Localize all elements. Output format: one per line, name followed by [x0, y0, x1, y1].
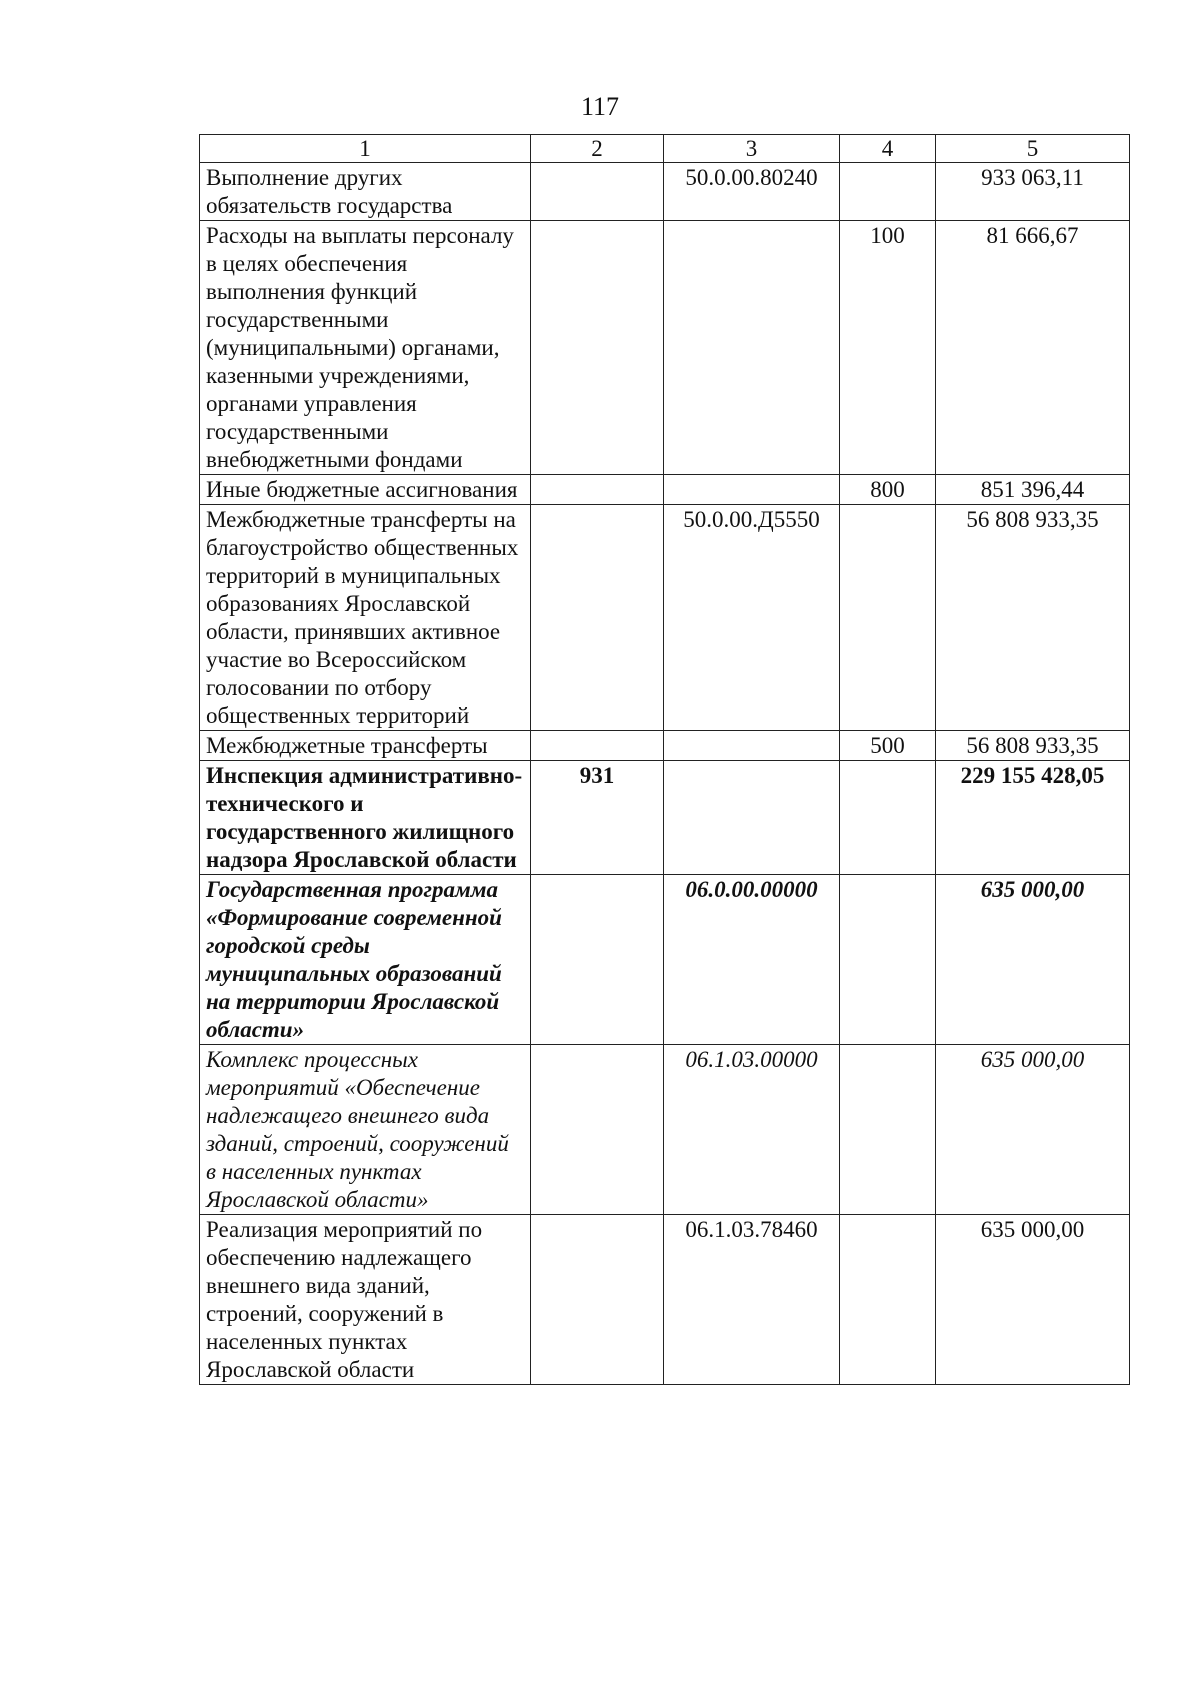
- expense-type-cell: [840, 163, 936, 221]
- column-header-4: 4: [840, 135, 936, 163]
- column-header-2: 2: [531, 135, 664, 163]
- table-row: [200, 505, 1130, 731]
- table-row: [200, 475, 1130, 505]
- ministry-code-cell: [531, 475, 664, 505]
- item-name-cell: Расходы на выплаты персоналу в целях обеспечения выполнения функций государственными (муниципальными) органами, казенными учреждениями, органами управления государственными внебюджетными фондами: [200, 221, 531, 475]
- amount-cell: 229 155 428,05: [936, 761, 1130, 875]
- amount-cell: 81 666,67: [936, 221, 1130, 475]
- target-article-cell: [664, 731, 840, 761]
- ministry-code-cell: [531, 221, 664, 475]
- amount-cell: 56 808 933,35: [936, 505, 1130, 731]
- expense-type-cell: 100: [840, 221, 936, 475]
- table-row: [200, 221, 1130, 475]
- item-name-cell: Реализация мероприятий по обеспечению надлежащего внешнего вида зданий, строений, сооружений в населенных пунктах Ярославской области: [200, 1215, 531, 1385]
- target-article-cell: 50.0.00.80240: [664, 163, 840, 221]
- column-header-1: 1: [200, 135, 531, 163]
- item-name-cell: Межбюджетные трансферты на благоустройство общественных территорий в муниципальных образованиях Ярославской области, принявших активное участие во Всероссийском голосовании по отбору общественных территорий: [200, 505, 531, 731]
- target-article-cell: [664, 475, 840, 505]
- expense-type-cell: [840, 1045, 936, 1215]
- table-row: [200, 163, 1130, 221]
- table-row: [200, 731, 1130, 761]
- table-row: [200, 1045, 1130, 1215]
- amount-cell: 635 000,00: [936, 875, 1130, 1045]
- ministry-code-cell: [531, 505, 664, 731]
- amount-cell: 635 000,00: [936, 1045, 1130, 1215]
- ministry-code-cell: 931: [531, 761, 664, 875]
- expense-type-cell: [840, 875, 936, 1045]
- table-row: [200, 875, 1130, 1045]
- table-header-row: [200, 135, 1130, 163]
- ministry-code-cell: [531, 875, 664, 1045]
- ministry-code-cell: [531, 731, 664, 761]
- ministry-code-cell: [531, 1215, 664, 1385]
- budget-table-body: [200, 135, 1130, 1385]
- expense-type-cell: [840, 761, 936, 875]
- item-name-cell: Межбюджетные трансферты: [200, 731, 531, 761]
- item-name-cell: Комплекс процессных мероприятий «Обеспечение надлежащего внешнего вида зданий, строений, сооружений в населенных пунктах Ярославской области»: [200, 1045, 531, 1215]
- amount-cell: 933 063,11: [936, 163, 1130, 221]
- column-header-5: 5: [936, 135, 1130, 163]
- amount-cell: 851 396,44: [936, 475, 1130, 505]
- target-article-cell: 06.1.03.78460: [664, 1215, 840, 1385]
- expense-type-cell: [840, 1215, 936, 1385]
- target-article-cell: 06.1.03.00000: [664, 1045, 840, 1215]
- column-header-3: 3: [664, 135, 840, 163]
- item-name-cell: Инспекция административно-технического и государственного жилищного надзора Ярославской области: [200, 761, 531, 875]
- target-article-cell: 50.0.00.Д5550: [664, 505, 840, 731]
- item-name-cell: Выполнение других обязательств государства: [200, 163, 531, 221]
- ministry-code-cell: [531, 163, 664, 221]
- target-article-cell: 06.0.00.00000: [664, 875, 840, 1045]
- item-name-cell: Государственная программа «Формирование современной городской среды муниципальных образований на территории Ярославской области»: [200, 875, 531, 1045]
- expense-type-cell: 500: [840, 731, 936, 761]
- table-row: [200, 761, 1130, 875]
- target-article-cell: [664, 221, 840, 475]
- expense-type-cell: 800: [840, 475, 936, 505]
- target-article-cell: [664, 761, 840, 875]
- item-name-cell: Иные бюджетные ассигнования: [200, 475, 531, 505]
- table-row: [200, 1215, 1130, 1385]
- amount-cell: 56 808 933,35: [936, 731, 1130, 761]
- amount-cell: 635 000,00: [936, 1215, 1130, 1385]
- page-number: 117: [580, 92, 620, 121]
- expense-type-cell: [840, 505, 936, 731]
- budget-table: [199, 134, 1130, 1385]
- ministry-code-cell: [531, 1045, 664, 1215]
